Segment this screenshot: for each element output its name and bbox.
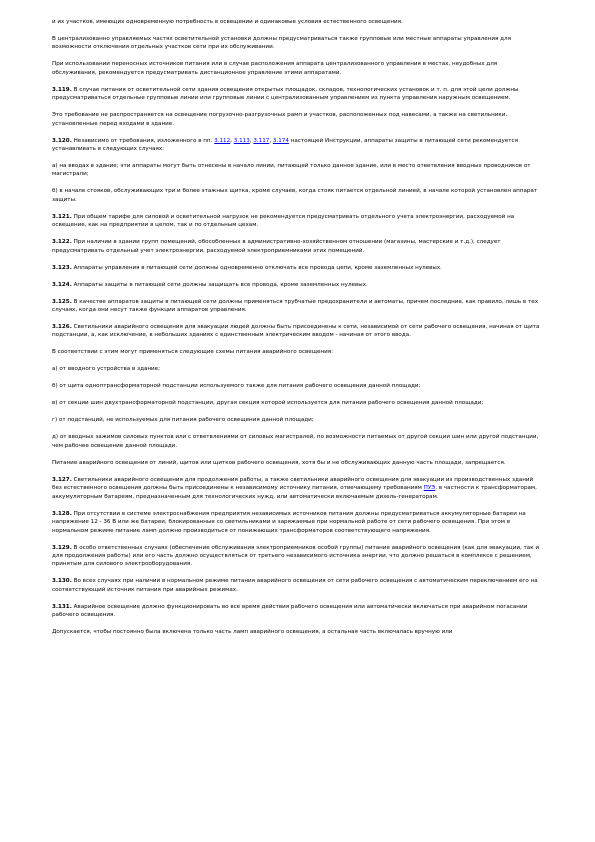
- paragraph-text: В централизованно управляемых частях осветительной установки должны предусматриваться также групповые или местные аппараты управления для возможности отключения отдельных участков сети при их обслуживании.: [52, 36, 511, 51]
- paragraph: [52, 628, 543, 636]
- paragraph-text: Светильники аварийного освещения для эвакуации людей должны быть присоединены к сети, независимой от сети рабочего освещения, начиная от щита подстанции, а, как исключение, в небольших зданиях с единственным электрическим вводом - начиная от этого ввода.: [52, 324, 540, 339]
- reference-link[interactable]: 3.117: [253, 137, 270, 144]
- reference-link[interactable]: 3.174: [272, 137, 289, 144]
- clause-number: 3.130.: [52, 578, 72, 585]
- paragraph: [52, 264, 543, 272]
- paragraph: [52, 399, 543, 407]
- paragraph-text: б) от щита одноптрансформаторной подстанции используемого также для питания рабочего освещения данной площади;: [52, 383, 421, 390]
- paragraph: [52, 544, 543, 569]
- paragraph: [52, 18, 543, 26]
- paragraph: [52, 476, 543, 501]
- paragraph: [52, 433, 543, 450]
- paragraph-text: В особо ответственных случаях (обеспечение обслуживания электроприемников особой группы) питание аварийного освещения (как для эвакуации, так и для продолжения работы) или его часть должно осуществляться от третьего независимого источника энергии, что должно решаться в комплексе с решением, принятым для силового электрооборудования.: [52, 544, 539, 568]
- paragraph-text: д) от вводных зажимов силовых пунктов или с ответвлениями от силовых магистралей, по возможности питаемых от другой секции шин или другой подстанции, чем рабочее освещение данной площади.: [52, 434, 539, 449]
- paragraph: [52, 348, 543, 356]
- paragraph: [52, 416, 543, 424]
- paragraph-text: Питание аварийного освещения от линий, щитов или щитков рабочего освещения, хотя бы и не обслуживающих данную часть площади, запрещается.: [52, 459, 506, 466]
- paragraph-text: и их участков, имеющих одновременную потребность в освещении и одинаковые условия естественного освещения.: [52, 19, 403, 25]
- paragraph-text: Светильники аварийного освещения для продолжения работы, а также светильники аварийного освещения для эвакуации из производственных зданий без естественного освещения должны быть присоединены к независимому источнику питания, отвечающему требованиям: [52, 476, 534, 492]
- paragraph-text: В соответствии с этим могут применяться следующие схемы питания аварийного освещения:: [52, 349, 333, 356]
- paragraph-text: а) от вводного устройства в здание;: [52, 366, 161, 373]
- paragraph-text: а) на вводах в здание; эти аппараты могут быть отнесены в начало линии, питающей только данное здание, или в место ответвления вводных проводников от магистрали;: [52, 163, 531, 178]
- clause-number: 3.127.: [52, 476, 72, 483]
- paragraph: [52, 187, 543, 204]
- paragraph-text: Во всех случаях при наличии в нормальном режиме питания аварийного освещения от сети рабочего освещения с автоматическим переключением его на соответствующий источник питания при аварийных режимах.: [52, 578, 538, 593]
- paragraph: [52, 323, 543, 340]
- clause-number: 3.119.: [52, 86, 72, 93]
- clause-number: 3.131.: [52, 603, 72, 610]
- paragraph-text: Это требование не распространяется на освещение погрузочно-разгрузочных рамп и участков, расположенных под навесами, а также на светильники, установленные перед входами в здание.: [52, 112, 508, 127]
- paragraph-text: При использовании переносных источников питания или в случае расположения аппарата централизованного управления в местах, неудобных для обслуживания, рекомендуется предусматривать дистанционное управление этими аппаратами.: [52, 61, 498, 76]
- paragraph-text: в) от секции шин двухтрансформаторной подстанции, другая секция которой используется для питания рабочего освещения данной площади;: [52, 400, 484, 407]
- paragraph-text: При наличии в здании групп помещений, обособленных в административно-хозяйственном отношении (магазины, мастерские и т.д.), следует предусматривать отдельный учет электроэнергии, расходуемой электроприемниками этих помещений.: [52, 239, 501, 254]
- paragraph-text: настоящей Инструкции, аппараты защиты в питающей сети рекомендуется устанавливать в следующих случаях:: [52, 137, 518, 153]
- paragraph-text: При общем тарифе для силовой и осветительной нагрузок не рекомендуется предусматривать отдельного учета электроэнергии, расходуемой на освещение, как на предприятии в целом, так и по отдельным цехам.: [52, 213, 515, 229]
- paragraph: [52, 365, 543, 373]
- paragraph: [52, 281, 543, 289]
- clause-number: 3.128.: [52, 510, 72, 517]
- reference-link[interactable]: 3.113: [233, 137, 250, 144]
- paragraph: [52, 162, 543, 179]
- paragraph: [52, 60, 543, 77]
- paragraph-text: В случае питания от осветительной сети здания освещения открытых площадок, складов, технологических установок и т. п. для этой цели должны предусматриваться отдельные групповые линии или групповые линии с централизованным управлением из пункта управления наружным освещением.: [52, 86, 519, 102]
- paragraph-text: При отсутствии в системе электроснабжения предприятия независимых источников питания должны предусматриваться аккумуляторные батареи на напряжение 12 - 36 В или же батареи, блокированные со светильниками и заряжаемые при нормальной работе от сети рабочего освещения. При этом в нормальном режиме питание ламп должно производиться от понижающих трансформаторов соответствующего напряжения.: [52, 510, 526, 534]
- clause-number: 3.122.: [52, 239, 72, 246]
- paragraph: [52, 510, 543, 535]
- clause-number: 3.123.: [52, 264, 72, 271]
- reference-link[interactable]: 3.112: [214, 137, 231, 144]
- clause-number: 3.121.: [52, 213, 72, 220]
- clause-number: 3.126.: [52, 324, 72, 331]
- paragraph-text: Аварийное освещение должно функционировать во все время действия рабочего освещения или автоматически включаться при аварийном погасании рабочего освещения.: [52, 603, 528, 619]
- paragraph: [52, 86, 543, 103]
- paragraph: [52, 238, 543, 255]
- reference-link[interactable]: ПУЭ: [423, 485, 436, 492]
- clause-number: 3.124.: [52, 281, 72, 288]
- paragraph: [52, 111, 543, 128]
- paragraph-text: Аппараты защиты в питающей сети должны защищать все провода, кроме заземленных нулевых.: [71, 281, 368, 288]
- paragraph: [52, 298, 543, 315]
- paragraph-text: б) в начале стояков, обслуживающих три и более этажных щитка, кроме случаев, когда стояк питается отдельной линией, в начале которой установлен аппарат защиты.: [52, 188, 538, 203]
- clause-number: 3.125.: [52, 298, 72, 305]
- paragraph-text: Допускается, чтобы постоянно была включена только часть ламп аварийного освещения, а остальная часть включалась вручную или: [52, 629, 453, 636]
- paragraph-text: В качестве аппаратов защиты в питающей сети должны применяться трубчатые предохранители и автоматы, причем последние, как правило, лишь в тех случаях, когда они несут также функции аппаратов управления.: [52, 298, 539, 314]
- paragraph: 3.120. Независимо от требования, изложенного в пп. 3.112, 3.113, 3.117, 3.174 настоящей Инструкции, аппараты защиты в питающей сети рекомендуется устанавливать в следующих случаях:: [52, 137, 518, 153]
- paragraph-text: , в частности к трансформаторам, аккумуляторным батареям, предназначенным для технологических нужд, или автоматически включаемым дизель-генераторам.: [52, 485, 537, 500]
- clause-number: 3.129.: [52, 544, 72, 551]
- paragraph: [52, 577, 543, 594]
- paragraph: [52, 213, 543, 230]
- paragraph: [52, 35, 543, 52]
- paragraph: [52, 382, 543, 390]
- paragraph: [52, 459, 543, 467]
- paragraph: [52, 603, 543, 620]
- paragraph-text: Аппараты управления в питающей сети должны одновременно отключать все провода цепи, кроме заземленных нулевых.: [71, 264, 442, 271]
- clause-number: 3.120.: [52, 137, 72, 144]
- paragraph-text: Независимо от требования, изложенного в пп.: [71, 137, 215, 144]
- paragraph-text: г) от подстанций, не используемых для питания рабочего освещения данной площади;: [52, 417, 314, 424]
